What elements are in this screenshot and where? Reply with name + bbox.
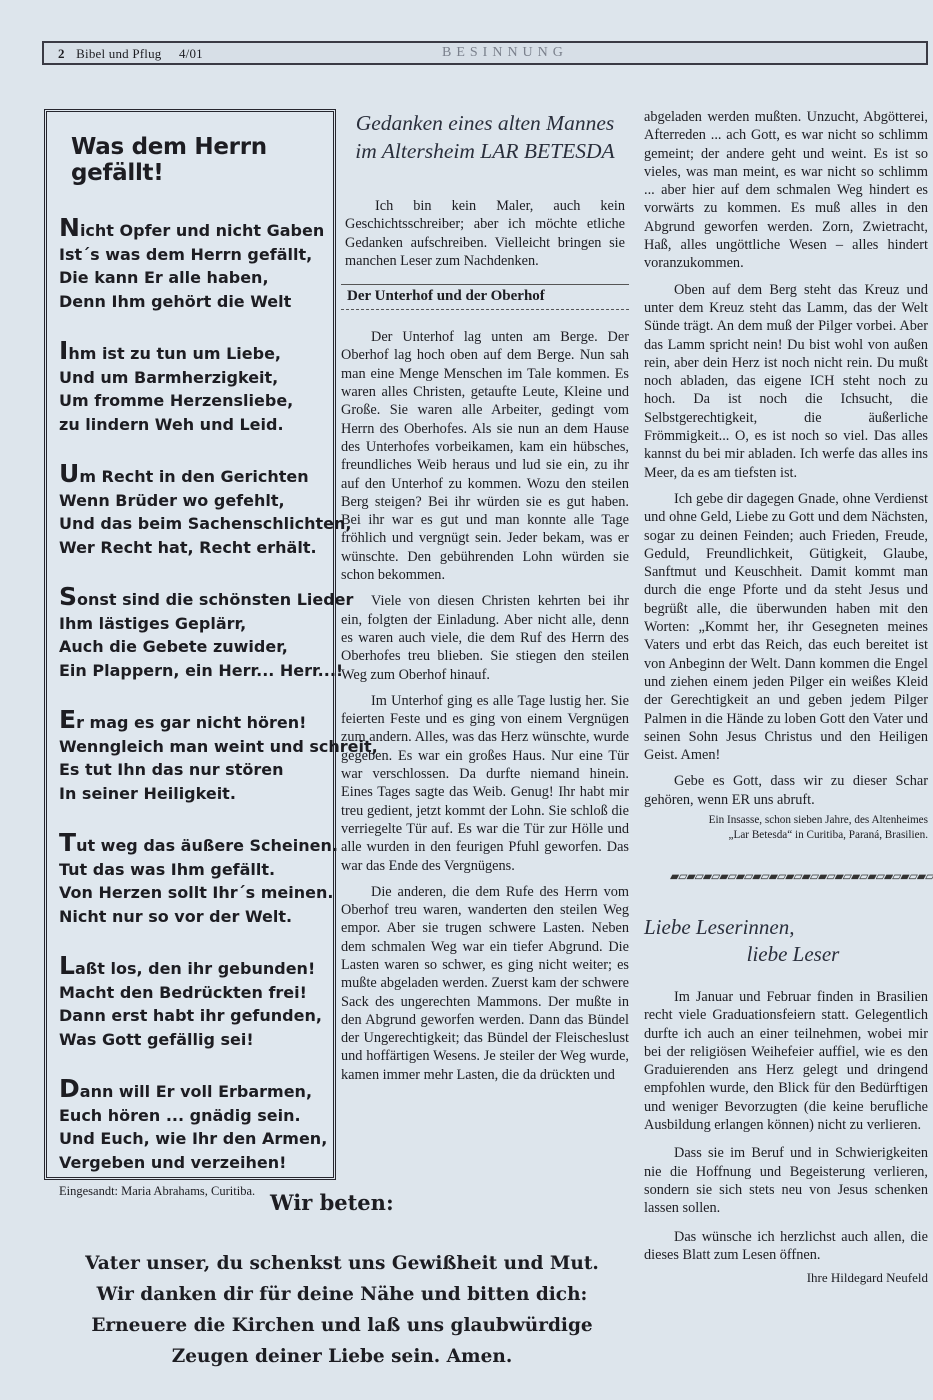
- article-title: [341, 109, 629, 165]
- paragraph: Im Unterhof ging es alle Tage lustig her. Sie feierten Feste und es ging von einem Vergnügen zum andern. Alles, was das Herz wünschte, wurde gegeben. Es war ein großes Haus. Nur eine Tür war verschlossen. Da durfte niemand hinein. Eines Tages sagte das Weib. Genug! Ihr habt mir treu gedient, jetzt kommt der Lohn. Sie schloß die verriegelte Tür auf. Es war die Tür zur Hölle und alle wurden in den feurigen Pfuhl geworfen. Das war das Ende des Vergnügens.: [341, 692, 629, 874]
- poem-line: Macht den Bedrückten frei!: [59, 982, 307, 1002]
- greeting-body: [644, 988, 928, 1264]
- poem-line: Ihm lästiges Geplärr,: [59, 613, 247, 633]
- article-title-line2: im Altersheim LAR BETESDA: [355, 139, 615, 163]
- poem-line: Denn Ihm gehört die Welt: [59, 291, 292, 311]
- poem-stanza: [59, 1074, 333, 1174]
- paragraph: Die anderen, die dem Rufe des Herrn vom Oberhof treu waren, wanderten den steilen Weg empor. Aber sie trugen schwere Lasten. Neben dem schmalen Weg war ein tiefer Abgrund. Die Lasten waren so schwer, es ging nicht weiter; es mußte abgeladen werden. Zuerst kam der schwere Sack des ungerechten Mammons. Der mußte in den Abgrund geworfen werden. Dann das Bündel der Ungerechtigkeit; das Bündel der Fleischeslust und hoffärtigen Wesens. Je steiler der Weg wurde, kamen immer mehr Lasten, die da drückten und: [341, 883, 629, 1083]
- poem-line: Sonst sind die schönsten Lieder: [59, 582, 354, 611]
- paragraph: Der Unterhof lag unten am Berge. Der Oberhof lag hoch oben auf dem Berge. Nun sah man eine Menge Menschen im Tale kommen. Es waren alles Christen, getaufte Leute, Kleine und Große. Sie waren alle Arbeiter, gedingt vom Herrn des Oberhofes. Als sie nun an dem Hause des Unterhofes vorbeikamen, kam ein hübsches, freundliches Weib heraus und lud sie ein, zu ihr auf den Unterhof zu kommen. Wozu den steilen Berg steigen? Bei ihr würden sie es gut haben. Bei ihr war es gut und man konnte alle Tage fröhlich und vergnügt sein. Jeder bekam, was er wünschte. Den gebührenden Lohn würden sie schon bekommen.: [341, 329, 629, 584]
- issue-number: 4/01: [178, 46, 203, 61]
- article-column-middle: [341, 109, 629, 1092]
- header-info: [58, 46, 203, 62]
- poem-box: [44, 109, 378, 1198]
- prayer-line: Wir danken dir für deine Nähe und bitten dich:: [96, 1284, 588, 1305]
- poem-line: Wenngleich man weint und schreit,: [59, 736, 378, 756]
- paragraph: Viele von diesen Christen kehrten bei ihr ein, folgten der Einladung. Aber nicht alle, denn es waren auch viele, die dem Ruf des Herrn des Oberhofes treu blieben. Sie stiegen den steilen Weg zum Oberhof hinauf.: [341, 593, 629, 683]
- poem-stanza: [59, 828, 338, 928]
- poem-line: Tut das was Ihm gefällt.: [59, 859, 276, 879]
- poem-line: Auch die Gebete zuwider,: [59, 637, 288, 656]
- poem-line: Tut weg das äußere Scheinen.: [59, 828, 338, 857]
- poem-stanza: [59, 213, 333, 313]
- paragraph: Gebe es Gott, dass wir zu dieser Schar gehören, wenn ER uns abruft.: [644, 773, 928, 808]
- poem-line: zu lindern Weh und Leid.: [59, 414, 284, 434]
- poem-line: Er mag es gar nicht hören!: [59, 705, 307, 734]
- poem-stanzas: [59, 213, 378, 1174]
- article-credit-line1: Ein Insasse, schon sieben Jahre, des Altenheimes: [708, 813, 928, 826]
- poem-line: Nicht nur so vor der Welt.: [59, 906, 293, 926]
- page-header: [42, 41, 928, 65]
- article-title-line1: Gedanken eines alten Mannes: [355, 111, 615, 135]
- article-body-right: [644, 108, 928, 809]
- poem-line: Von Herzen sollt Ihr´s meinen.: [59, 883, 334, 902]
- poem-line: Was Gott gefällig sei!: [59, 1029, 254, 1049]
- article-credit-line2: „Lar Betesda“ in Curitiba, Paraná, Brasilien.: [728, 828, 928, 841]
- poem-line: Um Recht in den Gerichten: [59, 459, 309, 488]
- paragraph: Oben auf dem Berg steht das Kreuz und unter dem Kreuz steht das Lamm, das der Welt Sünde trägt. An dem muß der Pilger vorbei. Aber das Lamm spricht nein! Du bist wohl von außen rein, aber dein Herz ist noch nicht rein. Du mußt noch abladen, das eigene ICH steht noch zu hoch. Da ist noch die Ichsucht, die Selbstgerechtigkeit, die äußerliche Frömmigkeit... O, es ist noch so viel. Das alles kannst du bei mir abladen. Ich werfe das alles ins Meer, da es am tiefsten ist.: [644, 281, 928, 481]
- poem-stanza: [59, 459, 352, 559]
- article-credit: [644, 813, 928, 843]
- poem-line: Euch hören ... gnädig sein.: [59, 1105, 301, 1125]
- publication-name: Bibel und Pflug: [76, 46, 162, 61]
- poem-line: Wenn Brüder wo gefehlt,: [59, 490, 285, 510]
- paragraph: Im Januar und Februar finden in Brasilien recht viele Graduationsfeiern statt. Gelegentlich durfte ich auch an einer teilnehmen, wobei mir bei der religiösen Weihefeier auffiel, wie es den Graduierenden ans Herz gelegt und dringend empfohlen wurde, den Blick für den Bedürftigen und weniger Bevorzugten (die keine berufliche Ausbildung erlangen können) nicht zu verlieren.: [644, 988, 928, 1134]
- poem-line: Ein Plappern, ein Herr... Herr...!: [59, 660, 344, 680]
- poem-line: Vergeben und verzeihen!: [59, 1152, 287, 1172]
- article-intro: [341, 197, 629, 270]
- ornament-divider: ▰▱▰▱▰▱▰▱▰▱▰▱▰▱▰▱▰▱▰▱▰▱▰▱▰▱▰▱▰▱▰▱: [670, 868, 933, 883]
- poem-line: Und um Barmherzigkeit,: [59, 367, 279, 387]
- paragraph: Das wünsche ich herzlichst auch allen, die dieses Blatt zum Lesen öffnen.: [644, 1228, 928, 1263]
- poem-stanza: [59, 582, 354, 682]
- poem-line: Dann will Er voll Erbarmen,: [59, 1074, 313, 1103]
- prayer-line: Vater unser, du schenkst uns Gewißheit und Mut.: [85, 1253, 599, 1274]
- poem-line: In seiner Heiligkeit.: [59, 783, 236, 803]
- greeting-title-line2: liebe Leser: [746, 941, 840, 966]
- intro-paragraph: Ich bin kein Maler, auch kein Geschichtsschreiber; aber ich möchte etliche Gedanken aufschreiben. Vielleicht bringen sie manchen Leser zum Nachdenken.: [345, 198, 625, 269]
- poem-stanza: [59, 951, 333, 1051]
- poem-line: Es tut Ihn das nur stören: [59, 760, 284, 779]
- greeting-title-line1: Liebe Leserinnen,: [644, 914, 795, 939]
- page-number: 2: [58, 46, 65, 61]
- prayer-title: Wir beten:: [270, 1190, 394, 1215]
- poem-line: Ihm ist zu tun um Liebe,: [59, 336, 281, 365]
- poem-line: Und Euch, wie Ihr den Armen,: [59, 1129, 328, 1148]
- prayer-line: Zeugen deiner Liebe sein. Amen.: [171, 1346, 513, 1367]
- poem-line: Und das beim Sachenschlichten,: [59, 514, 352, 533]
- paragraph: abgeladen werden mußten. Unzucht, Abgötterei, Afterreden ... ach Gott, es war nicht so schlimm gemeint; der andere geht und weint. Es ist so vieles, was man meint, es war nicht so schlimm ... aber hier auf dem schmalen Weg hindert es vorwärts zu kommen. Es muß alles in den Abgrund geworfen werden. Zorn, Zwietracht, Haß, alles ungöttliche Wesen – alles hindert voranzukommen.: [644, 109, 928, 272]
- prayer-text: [62, 1248, 622, 1372]
- paragraph: Dass sie im Beruf und in Schwierigkeiten nie die Hoffnung und Begeisterung verlieren, sondern sie sich stets neu von Jesus schenken lassen sollen.: [644, 1145, 928, 1217]
- poem-line: Nicht Opfer und nicht Gaben: [59, 213, 325, 242]
- poem-line: Um fromme Herzensliebe,: [59, 391, 294, 410]
- poem-line: Die kann Er alle haben,: [59, 268, 269, 287]
- article-column-right: [644, 108, 933, 1286]
- article-subheading: Der Unterhof und der Oberhof: [341, 284, 629, 310]
- poem-stanza: [59, 336, 333, 436]
- poem-stanza: [59, 705, 378, 805]
- poem-credit: Eingesandt: Maria Abrahams, Curitiba.: [59, 1184, 256, 1198]
- paragraph: Ich gebe dir dagegen Gnade, ohne Verdienst und ohne Geld, Liebe zu Gott und dem Nächsten, sogar zu deinen Feinden; auch Frieden, Freude, Geduld, Freundlichkeit, Gütigkeit, Glaube, Sanftmut und Keuschheit. Damit kommt man durch die enge Pforte und da steht Jesus und begrüßt alle, die überwunden haben mit den Worten: „Kommt her, ihr Gesegneten meines Vaters und erbt das Reich, das euch bereitet ist von Anbeginn der Welt. Dann kommen die Engel und ziehen einem jeden Pilger ein weißes Kleid der Gerechtigkeit an und geben jedem Pilger Palmen in die Hände zu loben Gott den Vater und seinen Sohn Jesus Christus und den Heiligen Geist. Amen!: [644, 490, 928, 764]
- greeting-title: [644, 914, 928, 968]
- poem-line: Wer Recht hat, Recht erhält.: [59, 537, 317, 557]
- section-name: BESINNUNG: [442, 45, 568, 60]
- prayer-line: Erneuere die Kirchen und laß uns glaubwürdige: [91, 1315, 593, 1336]
- poem-line: Dann erst habt ihr gefunden,: [59, 1006, 322, 1025]
- poem-title: Was dem Herrn gefällt!: [71, 134, 267, 186]
- poem-line: Laßt los, den ihr gebunden!: [59, 951, 316, 980]
- greeting-signature: Ihre Hildegard Neufeld: [806, 1270, 928, 1286]
- poem-line: Ist´s was dem Herrn gefällt,: [59, 244, 313, 264]
- article-body-middle: [341, 328, 629, 1084]
